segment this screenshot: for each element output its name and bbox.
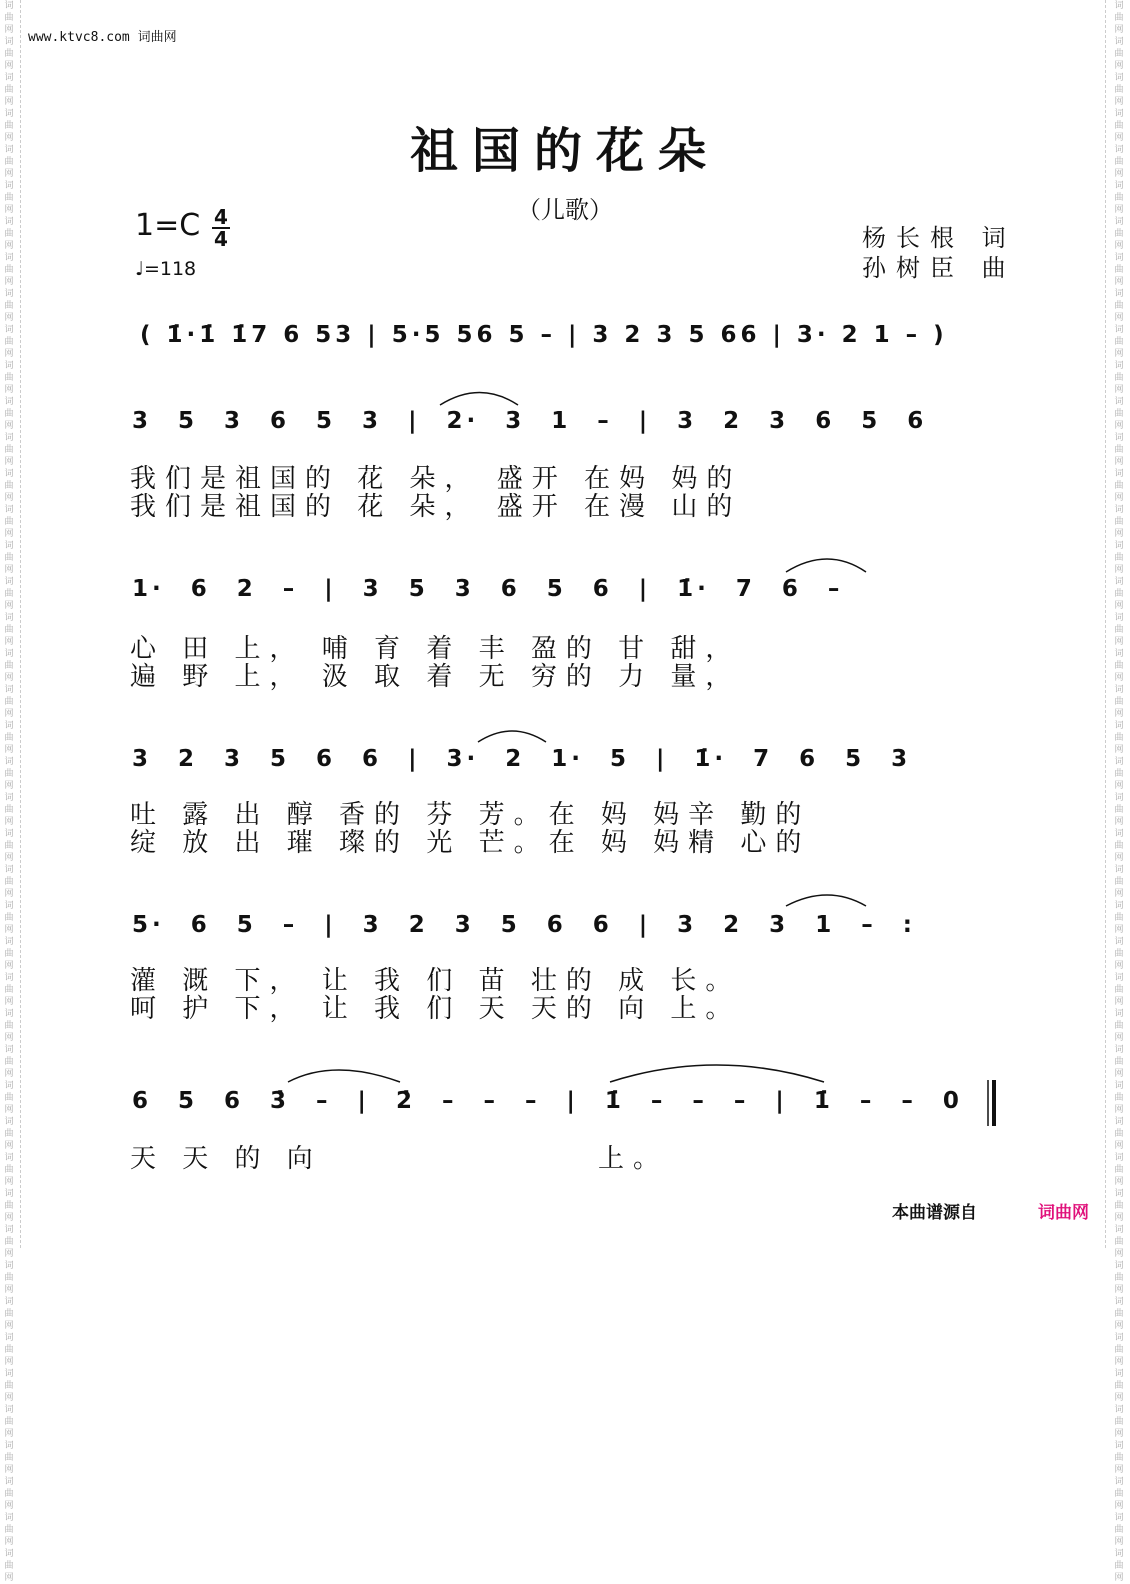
song-subtitle: （儿歌） [517,196,613,224]
score-line-3: 3 2 3 5 6 6 | 3· 2 1· 5 | 1̇· 7 6 5 3 [132,746,912,772]
time-sig-top: 4 [214,205,228,229]
site-url: www.ktvc8.com 词曲网 [28,30,177,45]
source-site-link[interactable]: 词曲网 [1038,1203,1089,1223]
left-watermark-strip: 词曲网词曲网词曲网词曲网词曲网词曲网词曲网词曲网词曲网词曲网词曲网词曲网词曲网词曲网词曲网词曲网词曲网词曲网词曲网词曲网词曲网词曲网词曲网词曲网词曲网词曲网词曲网词曲网词曲网词曲网词曲网词曲网词曲网词曲网词曲网词曲网词曲网词曲网词曲网词曲网词曲网词曲网词曲网词曲网 [4,1,14,1583]
tie-6 [610,1065,824,1082]
tie-5 [288,1070,400,1082]
lyric-line-1-verse-1: 我们是祖国的 花 朵， 盛开 在妈 妈的 [130,464,742,494]
score-line-5: 6 5 6 3̇ – | 2̇ – – – | 1̇ – – – | 1̇ – – 0 [132,1088,963,1114]
lyric-line-5-part-2: 上。 [598,1144,669,1174]
right-watermark-strip: 词曲网词曲网词曲网词曲网词曲网词曲网词曲网词曲网词曲网词曲网词曲网词曲网词曲网词曲网词曲网词曲网词曲网词曲网词曲网词曲网词曲网词曲网词曲网词曲网词曲网词曲网词曲网词曲网词曲网词曲网词曲网词曲网词曲网词曲网词曲网词曲网词曲网词曲网词曲网词曲网词曲网词曲网词曲网词曲网 [1114,1,1124,1583]
song-title: 祖国的花朵 [409,123,720,179]
lyric-line-4-verse-2: 呵 护 下， 让 我 们 天 天的 向 上。 [130,994,741,1024]
score-line-4: 5· 6 5 – | 3 2 3 5 6 6 | 3 2 3 1 – : [132,912,916,938]
time-sig-bottom: 4 [214,227,228,251]
score-line-1: 3 5 3 6 5 3 | 2· 3 1 – | 3 2 3 6 5 6 [132,408,928,434]
lyric-line-2-verse-2: 遍 野 上， 汲 取 着 无 穷的 力 量， [130,662,741,692]
tie-2 [786,559,866,572]
lyric-line-3-verse-1: 吐 露 出 醇 香的 芬 芳。在 妈 妈辛 勤的 [130,800,811,830]
tempo-marking: ♩=118 [135,258,197,280]
lyric-line-1-verse-2: 我们是祖国的 花 朵， 盛开 在漫 山的 [130,492,742,522]
tie-1 [440,393,518,406]
key-signature: 1=C [135,208,201,243]
composer-credit: 孙树臣 曲 [862,254,1016,282]
score-line-intro: ( 1̇·1̇ 1̇7 6 53 | 5·5 56 5 – | 3 2 3 5 66 | 3· 2 1 – ) [140,322,948,348]
tie-4 [786,895,866,906]
lyricist-credit: 杨长根 词 [862,224,1016,252]
source-label: 本曲谱源自 [892,1203,977,1223]
tie-3 [478,731,546,742]
lyric-line-2-verse-1: 心 田 上， 哺 育 着 丰 盈的 甘 甜， [130,634,741,664]
score-line-2: 1· 6 2 – | 3 5 3 6 5 6 | 1̇· 7 6 – [132,576,844,602]
lyric-line-3-verse-2: 绽 放 出 璀 璨的 光 芒。在 妈 妈精 心的 [130,828,811,858]
lyric-line-5-part-1: 天 天 的 向 [130,1144,322,1174]
lyric-line-4-verse-1: 灌 溉 下， 让 我 们 苗 壮的 成 长。 [130,966,741,996]
